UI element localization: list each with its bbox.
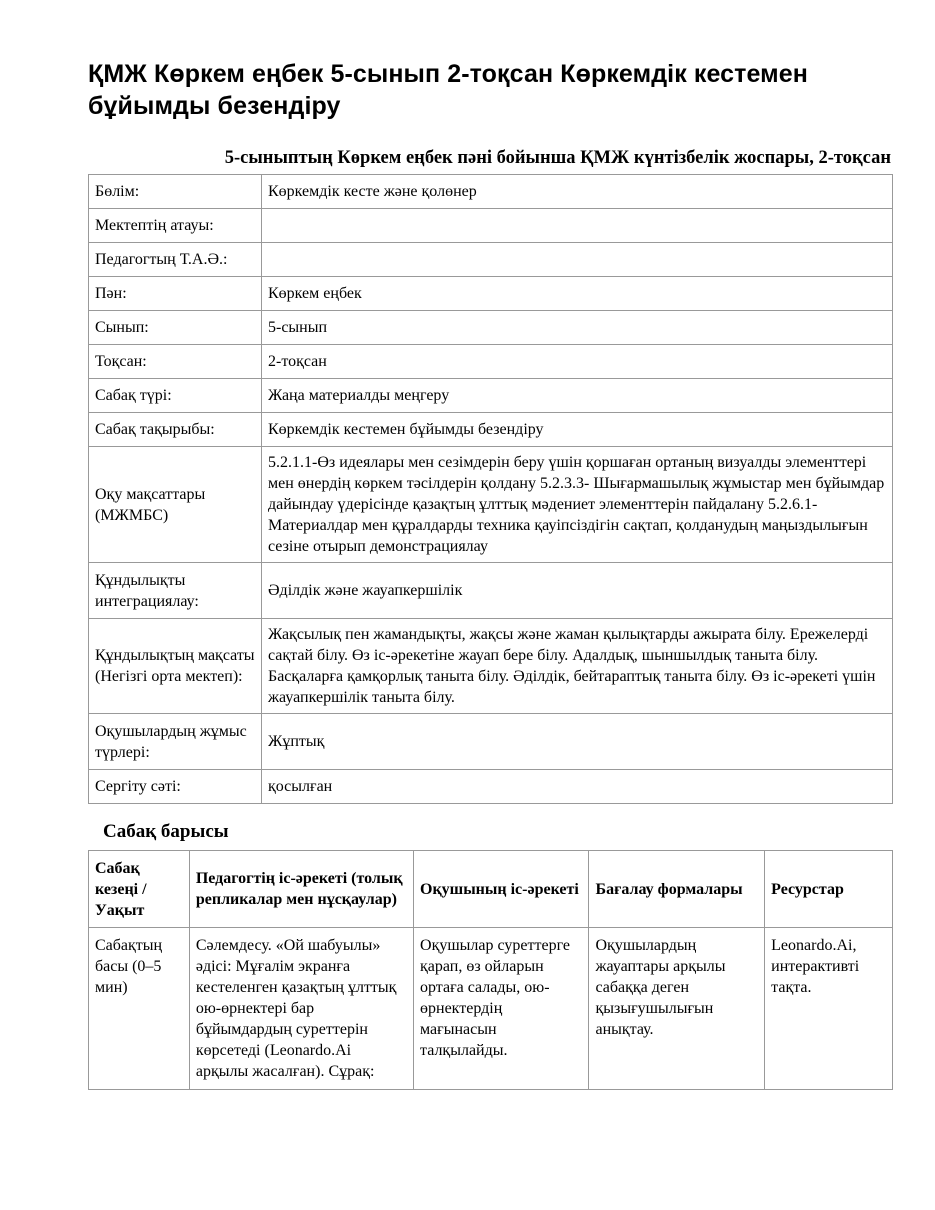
document-page [88, 58, 893, 1090]
info-value: Көркемдік кесте және қолөнер [262, 175, 893, 209]
info-label: Құндылықтың мақсаты (Негізгі орта мектеп): [89, 619, 262, 714]
info-row-grade [89, 311, 893, 345]
lesson-info-table [88, 174, 893, 804]
info-label: Сергіту сәті: [89, 770, 262, 804]
info-row-quarter [89, 345, 893, 379]
info-value [262, 243, 893, 277]
info-row-value-integration [89, 563, 893, 619]
plan-heading: 5-сыныптың Көркем еңбек пәні бойынша ҚМЖ күнтізбелік жоспары, 2-тоқсан [224, 148, 891, 168]
table-row [89, 928, 893, 1090]
info-row-teacher [89, 243, 893, 277]
info-row-learning-objectives [89, 447, 893, 563]
column-header-teacher: Педагогтің іс-әрекеті (толық репликалар мен нұсқаулар) [189, 851, 413, 928]
info-value: Жақсылық пен жамандықты, жақсы және жаман қылықтарды ажырата білу. Ережелерді сақтай білу. Өз іс-әрекетіне жауап бере білу. Адалдық, шыншылдық таныта білу. Басқаларға қамқорлық таныта білу. Әділдік, бейтараптық таныта білу. Өз іс-әрекеті үшін жауапкершілік таныта білу. [262, 619, 893, 714]
info-label: Оқу мақсаттары (МЖМБС) [89, 447, 262, 563]
info-value: 5.2.1.1-Өз идеялары мен сезімдерін беру үшін қоршаған ортаның визуалды элементтері мен өнердің көркем тәсілдерін қолдану 5.2.3.3- Шығармашылық жұмыстар мен бұйымдар дайындау үдерісінде қазақтың ұлттық мәдениет элементтерін пайдалану 5.2.6.1-Материалдар мен құралдарды техника қауіпсіздігін сақтап, қолданудың маңыздылығын сезіне отырып демонстрациялау [262, 447, 893, 563]
lesson-header-row [89, 851, 893, 928]
info-row-school [89, 209, 893, 243]
assessment-cell: Оқушылардың жауаптары арқылы сабаққа деген қызығушылығын анықтау. [589, 928, 765, 1090]
info-label: Бөлім: [89, 175, 262, 209]
info-label: Сабақ түрі: [89, 379, 262, 413]
info-label: Сабақ тақырыбы: [89, 413, 262, 447]
info-row-value-goal [89, 619, 893, 714]
lesson-process-table [88, 850, 893, 1090]
info-value: 5-сынып [262, 311, 893, 345]
lesson-stage-cell: Сабақтың басы (0–5 мин) [89, 928, 190, 1090]
column-header-assessment: Бағалау формалары [589, 851, 765, 928]
column-header-student: Оқушының іс-әрекеті [414, 851, 589, 928]
info-row-subject [89, 277, 893, 311]
info-label: Сынып: [89, 311, 262, 345]
info-value: Көркем еңбек [262, 277, 893, 311]
info-row-break [89, 770, 893, 804]
info-row-section [89, 175, 893, 209]
teacher-activity-cell: Сәлемдесу. «Ой шабуылы» әдісі: Мұғалім экранға кестеленген қазақтың ұлттық ою-өрнектері бар бұйымдардың суреттерін көрсетеді (Leonardo.Ai арқылы жасалған). Сұрақ: [189, 928, 413, 1090]
column-header-stage: Сабақ кезеңі / Уақыт [89, 851, 190, 928]
info-value: қосылған [262, 770, 893, 804]
info-row-lesson-type [89, 379, 893, 413]
info-label: Оқушылардың жұмыс түрлері: [89, 714, 262, 770]
info-label: Тоқсан: [89, 345, 262, 379]
info-value: Жұптық [262, 714, 893, 770]
info-value: 2-тоқсан [262, 345, 893, 379]
info-value: Жаңа материалды меңгеру [262, 379, 893, 413]
lesson-process-heading: Сабақ барысы [103, 821, 229, 842]
document-title: ҚМЖ Көркем еңбек 5-сынып 2-тоқсан Көркемдік кестемен бұйымды безендіру [88, 60, 808, 120]
info-label: Пән: [89, 277, 262, 311]
student-activity-cell: Оқушылар суреттерге қарап, өз ойларын ортаға салады, ою-өрнектердің мағынасын талқылайды. [414, 928, 589, 1090]
info-value: Әділдік және жауапкершілік [262, 563, 893, 619]
info-value: Көркемдік кестемен бұйымды безендіру [262, 413, 893, 447]
info-row-lesson-topic [89, 413, 893, 447]
info-label: Құндылықты интеграциялау: [89, 563, 262, 619]
resources-cell: Leonardo.Ai, интерактивті тақта. [765, 928, 893, 1090]
info-label: Мектептің атауы: [89, 209, 262, 243]
info-row-work-types [89, 714, 893, 770]
info-label: Педагогтың Т.А.Ә.: [89, 243, 262, 277]
info-value [262, 209, 893, 243]
column-header-resources: Ресурстар [765, 851, 893, 928]
